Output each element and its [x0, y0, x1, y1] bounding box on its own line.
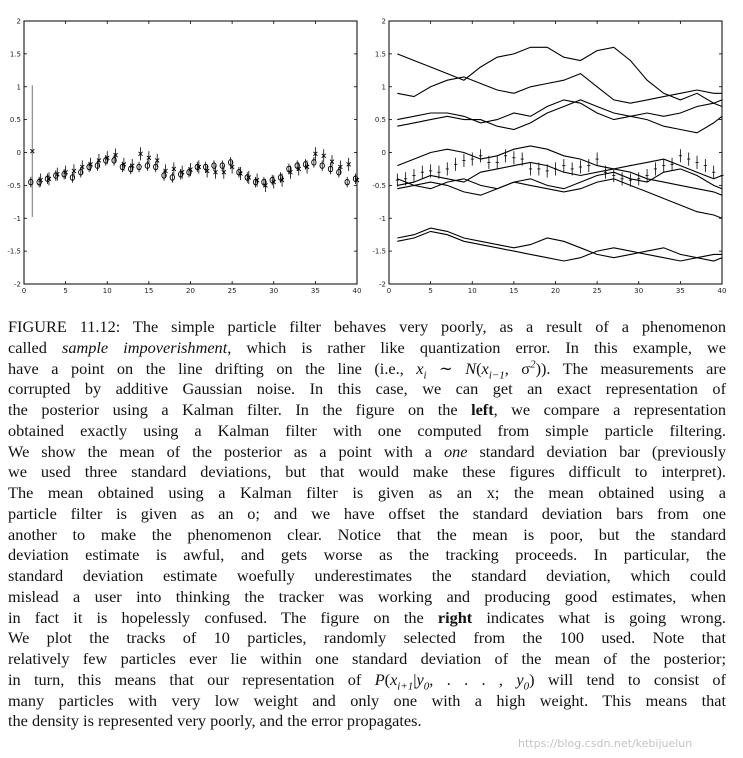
caption-text: ∼ — [426, 358, 466, 378]
caption-italic: x — [390, 669, 398, 689]
particle-track-line — [397, 74, 722, 104]
caption-text: relatively few particles ever lie within one standard deviation of the mean of the posterior; — [8, 649, 726, 668]
left-plot — [7, 18, 361, 296]
caption-text: , . . . , — [429, 669, 517, 689]
y-tick-label: 0.5 — [374, 116, 386, 125]
caption-italic: P — [374, 669, 385, 689]
caption-text: )). The measurements are — [535, 358, 726, 378]
caption-text: called — [8, 337, 62, 357]
y-tick-label: -1.5 — [7, 247, 21, 256]
caption-line — [8, 608, 726, 629]
x-tick-label: 15 — [144, 287, 154, 295]
particle-track-line — [397, 47, 722, 106]
caption-text: the posterior using a Kalman filter. In the figure on the — [8, 400, 472, 419]
caption-text: another to make the phenomenon clear. Notice that the mean is poor, but the standard — [8, 524, 726, 544]
caption-text: in fact it is hopelessly confused. The figure on the — [8, 607, 438, 627]
caption-line — [8, 711, 726, 732]
y-tick-label: 2 — [381, 17, 386, 26]
caption-text: the density is represented very poorly, and the error propagates. — [8, 711, 422, 731]
watermark: https://blog.csdn.net/kebijuelun — [518, 737, 693, 750]
caption-line — [8, 525, 726, 546]
caption-text: we used three standard deviations, but that would make these figures difficult to interpret). — [8, 462, 726, 482]
caption-italic: sample impoverishment — [61, 337, 228, 357]
caption-text: 2 — [530, 358, 536, 371]
caption-text: standard deviation estimate woefully underestimates the standard deviation, which could — [8, 566, 726, 585]
x-tick-label: 25 — [227, 287, 237, 295]
caption-bold: right — [437, 607, 473, 627]
right-plot — [372, 18, 726, 296]
particle-track-line — [397, 231, 722, 261]
caption-text: The mean obtained using a Kalman filter is given as an x; the mean obtained using a — [8, 483, 726, 502]
caption-italic: N — [465, 358, 477, 378]
caption-italic: y — [416, 669, 424, 689]
caption-text: i+1 — [397, 680, 414, 692]
caption-text: deviation estimate is awful, and gets worse as the tracking proceeds. In particular, the — [8, 545, 726, 565]
x-tick-label: 30 — [269, 287, 279, 295]
y-tick-label: 1 — [381, 83, 386, 92]
particle-track-line — [397, 228, 722, 261]
x-tick-label: 20 — [186, 287, 195, 295]
caption-text: ) will tend to consist of — [529, 669, 726, 689]
x-tick-label: 35 — [675, 287, 685, 295]
caption-text: i−1 — [488, 368, 505, 381]
y-tick-label: 2 — [16, 17, 21, 26]
caption-line — [8, 442, 726, 463]
y-tick-label: 1.5 — [374, 50, 386, 59]
caption-text: indicates what is going wrong. — [472, 607, 726, 627]
figure-svg — [0, 0, 743, 305]
particle-track-line — [397, 162, 722, 195]
y-tick-label: 1 — [16, 83, 21, 92]
y-tick-label: -1 — [14, 214, 21, 223]
y-tick-label: 0 — [16, 149, 21, 157]
caption-text: standard deviation bar (previously — [467, 441, 726, 461]
caption-italic: x — [481, 358, 489, 378]
plot-frame — [24, 21, 357, 284]
caption-line — [8, 462, 726, 483]
caption-text: , which is rather like quantization error. In this example, we — [227, 337, 727, 357]
caption-text: We show the mean of the posterior as a point with a — [8, 441, 444, 461]
caption-italic: x — [416, 358, 424, 378]
x-tick-label: 10 — [102, 287, 112, 295]
caption-text: 0 — [423, 680, 430, 692]
caption-italic: y — [516, 669, 524, 689]
caption-text: 0 — [523, 680, 530, 692]
caption-text: FIGURE 11.12: — [8, 317, 121, 336]
y-tick-label: -0.5 — [372, 181, 386, 190]
x-tick-label: 15 — [509, 287, 519, 295]
caption-line — [8, 338, 726, 359]
y-tick-label: -2 — [14, 280, 21, 289]
caption-line — [8, 628, 726, 649]
caption-line — [8, 483, 726, 504]
x-tick-label: 20 — [551, 287, 560, 295]
y-tick-label: 0.5 — [9, 116, 21, 125]
caption-line — [8, 545, 726, 566]
y-tick-label: -1.5 — [372, 247, 386, 256]
caption-text: obtained exactly using a Kalman filter with one computed from simple particle filtering. — [8, 420, 726, 440]
particle-track-line — [397, 100, 722, 133]
caption-line — [8, 359, 726, 380]
x-tick-label: 5 — [428, 287, 433, 295]
caption-text: many particles with very low weight and only one with a high weight. This means that — [8, 690, 726, 710]
y-tick-label: -2 — [379, 280, 386, 289]
x-tick-label: 40 — [352, 287, 362, 295]
y-tick-label: -0.5 — [7, 181, 21, 190]
y-tick-label: -1 — [379, 214, 386, 223]
caption-line — [8, 421, 726, 442]
y-tick-label: 1.5 — [9, 50, 21, 59]
caption-italic: one — [443, 441, 468, 461]
caption-text: We plot the tracks of 10 particles, randomly selected from the 100 used. Note that — [8, 628, 726, 648]
caption-line — [8, 379, 726, 400]
caption-text: i — [423, 368, 427, 381]
x-tick-label: 0 — [21, 287, 27, 295]
caption-text: , we compare a representation — [493, 400, 726, 419]
caption-text: in turn, this means that our representation of — [8, 669, 375, 689]
caption-text: mislead a user into thinking the tracker was working and producing good estimates, when — [8, 586, 726, 606]
caption-line — [8, 691, 726, 712]
caption-bold: left — [471, 400, 494, 419]
caption-text: | — [413, 669, 417, 689]
x-tick-label: 5 — [63, 287, 68, 295]
caption-line — [8, 317, 726, 338]
caption-line — [8, 587, 726, 608]
caption-line — [8, 670, 726, 691]
figure-panels — [0, 0, 743, 305]
caption-text: corrupted by additive Gaussian noise. In this case, we can get an exact representation of — [8, 379, 726, 399]
caption-text: ( — [384, 669, 391, 689]
x-tick-label: 30 — [634, 287, 644, 295]
x-tick-label: 25 — [592, 287, 602, 295]
x-tick-label: 35 — [310, 287, 320, 295]
x-tick-label: 0 — [386, 287, 392, 295]
caption-text: The simple particle filter behaves very poorly, as a result of a phenomenon — [120, 317, 726, 336]
particle-track-line — [397, 146, 722, 179]
caption-text: ( — [476, 358, 482, 378]
y-tick-label: 0 — [381, 149, 386, 157]
caption-line — [8, 400, 726, 421]
x-tick-label: 10 — [467, 287, 477, 295]
caption-text: , σ — [504, 358, 531, 378]
x-tick-label: 40 — [717, 287, 727, 295]
caption-text: particle filter is given as an o; and we have offset the standard deviation bars from one — [8, 503, 726, 523]
caption-line — [8, 649, 726, 670]
figure-caption — [8, 317, 726, 732]
caption-line — [8, 504, 726, 525]
particle-track-line — [397, 100, 722, 123]
caption-text: have a point on the line drifting on the line (i.e., — [8, 358, 417, 378]
caption-line — [8, 566, 726, 587]
